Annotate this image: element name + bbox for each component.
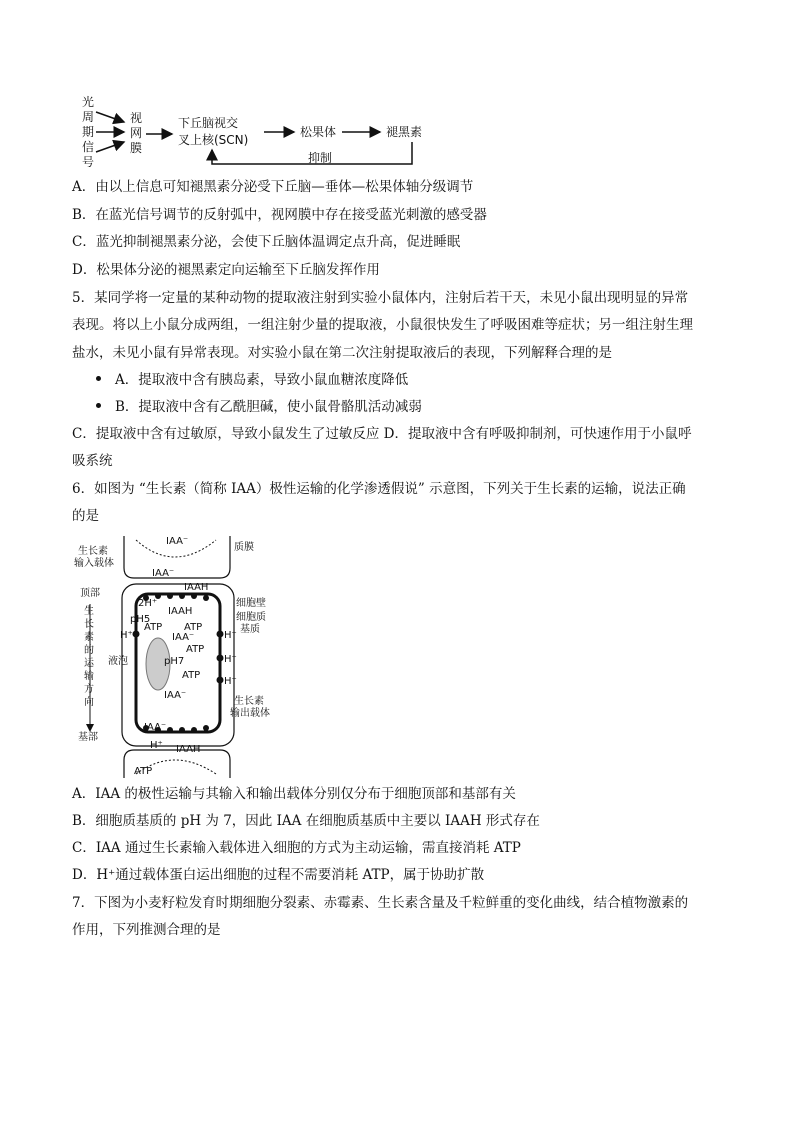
q5-stem-line-1: 5．某同学将一定量的某种动物的提取液注射到实验小鼠体内，注射后若干天，未见小鼠出现明显的异常 [72,290,689,306]
q6-option-a: A．IAA 的极性运输与其输入和输出载体分别仅分布于细胞顶部和基部有关 [72,786,516,802]
cytoplasm-label-2: 基质 [240,624,260,635]
bottom-label: 基部 [78,732,98,743]
iaa-minus-label: IAA⁻ [152,568,175,579]
input-carrier-label-2: 输入载体 [74,558,114,569]
scn-label-line1: 下丘脑视交 [178,116,239,130]
q5-option-a-row [96,370,408,390]
q6-stem-line-2: 的是 [72,508,99,524]
q5-option-cd-line-2: 吸系统 [72,453,113,469]
direction-label-char: 输 [84,671,94,682]
iaah-label: IAAH [176,744,201,755]
h-plus-label: H⁺ [224,630,237,641]
h-plus-label: H⁺ [120,630,133,641]
direction-label-char: 向 [84,697,94,708]
direction-label-char: 素 [84,632,94,643]
q5-option-b-row [96,397,422,417]
q5-stem-line-3: 盐水，未见小鼠有异常表现。对实验小鼠在第二次注射提取液后的表现，下列解释合理的是 [72,345,612,361]
iaa-minus-label: IAA⁻ [166,536,189,547]
signal-label [82,94,94,169]
q5-stem-line-2: 表现。将以上小鼠分成两组，一组注射少量的提取液，小鼠很快发生了呼吸困难等症状；另一组注射生理 [72,317,693,333]
inhibit-label: 抑制 [308,151,333,165]
signal-char-2: 周 [82,110,95,124]
signal-char-4: 信 [82,140,95,154]
signal-char-3: 期 [82,125,95,139]
bullet-icon [96,376,101,381]
atp-label: ATP [134,766,153,777]
bullet-icon [96,403,101,408]
retina-char-3: 膜 [130,141,143,155]
direction-label-char: 方 [84,684,94,695]
iaa-minus-label: IAA⁻ [144,722,167,733]
direction-label-char: 的 [84,645,94,656]
q5-option-a: A．提取液中含有胰岛素，导致小鼠血糖浓度降低 [115,372,409,388]
cell-wall-label: 细胞壁 [236,598,266,609]
q6-stem-line-1: 6．如图为 “生长素（简称 IAA）极性运输的化学渗透假说” 示意图，下列关于生长素的运输，说法正确 [72,481,686,497]
two-h-plus-label: 2H⁺ [138,598,158,609]
top-label: 顶部 [80,588,100,599]
retina-char-1: 视 [130,111,143,125]
ph7-label: pH7 [164,656,185,667]
atp-label: ATP [184,622,203,633]
iaah-label: IAAH [184,582,209,593]
q6-option-c: C．IAA 通过生长素输入载体进入细胞的方式为主动运输，需直接消耗 ATP [72,840,521,856]
signal-char-1: 光 [82,95,95,109]
q7-stem-line-2: 作用，下列推测合理的是 [72,922,221,938]
iaa-minus-label: IAA⁻ [164,690,187,701]
h-plus-label: H⁺ [224,676,237,687]
atp-label: ATP [182,670,201,681]
output-carrier-label-2: 输出载体 [230,708,270,719]
atp-label: ATP [186,644,205,655]
q4-option-b: B．在蓝光信号调节的反射弧中，视网膜中存在接受蓝光刺激的感受器 [72,207,487,223]
melatonin-label: 褪黑素 [386,125,423,139]
retina-char-2: 网 [130,126,143,140]
iaah-label: IAAH [168,606,193,617]
atp-label: ATP [144,622,163,633]
q7-stem-line-1: 7．下图为小麦籽粒发育时期细胞分裂素、赤霉素、生长素含量及千粒鲜重的变化曲线，结合植物激素的 [72,895,689,911]
light-signal-flow-diagram [72,92,452,170]
input-carrier-label-1: 生长素 [78,546,108,557]
vacuole-label: 液泡 [108,656,128,667]
q4-option-c: C．蓝光抑制褪黑素分泌，会使下丘脑体温调定点升高，促进睡眠 [72,234,461,250]
retina-label [130,111,142,155]
iaa-minus-label: IAA⁻ [172,632,195,643]
h-plus-label: H⁺ [150,740,163,751]
output-carrier-label-1: 生长素 [234,696,264,707]
cytoplasm-label-1: 细胞质 [236,612,266,623]
q5-option-cd-line-1: C．提取液中含有过敏原，导致小鼠发生了过敏反应 D．提取液中含有呼吸抑制剂，可快速作用于小鼠呼 [72,426,692,442]
q6-option-b: B．细胞质基质的 pH 为 7，因此 IAA 在细胞质基质中主要以 IAAH 形式存在 [72,813,540,829]
scn-label-line2: 叉上核(SCN) [178,133,249,147]
q4-option-a: A．由以上信息可知褪黑素分泌受下丘脑—垂体—松果体轴分级调节 [72,179,474,195]
direction-label-char: 运 [84,658,94,669]
membrane-label: 质膜 [234,542,254,553]
ph5-label: pH5 [130,614,151,625]
q5-option-b: B．提取液中含有乙酰胆碱，使小鼠骨骼肌活动减弱 [115,399,422,415]
h-plus-label: H⁺ [224,654,237,665]
q6-option-d: D．H⁺通过载体蛋白运出细胞的过程不需要消耗 ATP，属于协助扩散 [72,867,485,883]
direction-label-char: 生 [84,606,94,617]
pineal-label: 松果体 [300,125,337,139]
q4-option-d: D．松果体分泌的褪黑素定向运输至下丘脑发挥作用 [72,262,380,278]
direction-label-char: 长 [84,619,94,630]
iaa-transport-diagram [74,534,294,778]
signal-char-5: 号 [82,155,95,169]
